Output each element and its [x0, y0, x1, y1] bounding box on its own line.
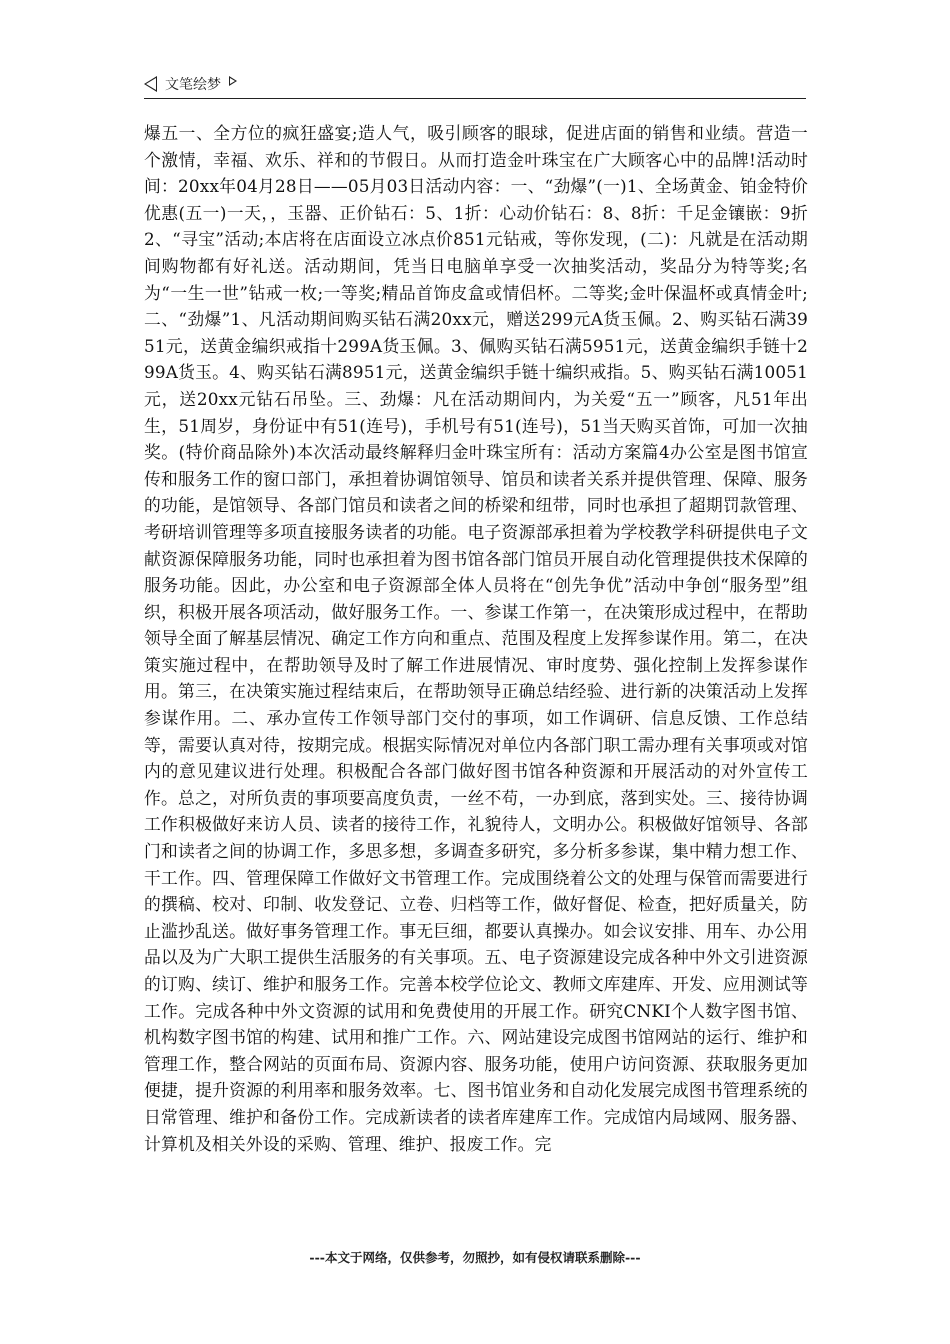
document-body	[144, 120, 808, 1157]
header-title: 文笔绘梦	[165, 77, 221, 93]
triangle-right-icon	[229, 76, 237, 86]
page-header	[144, 70, 806, 99]
body-paragraph: 爆五一、全方位的疯狂盛宴;造人气，吸引顾客的眼球，促进店面的销售和业绩。营造一个激情，幸福、欢乐、祥和的节假日。从而打造金叶珠宝在广大顾客心中的品牌!活动时间：20xx年04月28日——05月03日活动内容：一、“劲爆”(一)1、全场黄金、铂金特价优惠(五一)一天，，玉器、正价钻石：5、1折：心动价钻石：8、8折：千足金镶嵌：9折2、“寻宝”活动;本店将在店面设立冰点价851元钻戒，等你发现，(二)：凡就是在活动期间购物都有好礼送。活动期间，凭当日电脑单享受一次抽奖活动，奖品分为特等奖;名为“一生一世”钻戒一枚;一等奖;精品首饰皮盒或情侣杯。二等奖;金叶保温杯或真情金叶;二、“劲爆”1、凡活动期间购买钻石满20xx元，赠送299元A货玉佩。2、购买钻石满3951元，送黄金编织戒指十299A货玉佩。3、佩购买钻石满5951元，送黄金编织手链十299A货玉。4、购买钻石满8951元，送黄金编织手链十编织戒指。5、购买钻石满10051元，送20xx元钻石吊坠。三、劲爆：凡在活动期间内，为关爱“五一”顾客，凡51年出生，51周岁，身份证中有51(连号)，手机号有51(连号)，51当天购买首饰，可加一次抽奖。(特价商品除外)本次活动最终解释归金叶珠宝所有：活动方案篇4办公室是图书馆宣传和服务工作的窗口部门，承担着协调馆领导、馆员和读者关系并提供管理、保障、服务的功能，是馆领导、各部门馆员和读者之间的桥梁和纽带，同时也承担了超期罚款管理、考研培训管理等多项直接服务读者的功能。电子资源部承担着为学校教学科研提供电子文献资源保障服务功能，同时也承担着为图书馆各部门馆员开展自动化管理提供技术保障的服务功能。因此，办公室和电子资源部全体人员将在“创先争优”活动中争创“服务型”组织，积极开展各项活动，做好服务工作。一、参谋工作第一，在决策形成过程中，在帮助领导全面了解基层情况、确定工作方向和重点、范围及程度上发挥参谋作用。第二，在决策实施过程中，在帮助领导及时了解工作进展情况、审时度势、强化控制上发挥参谋作用。第三，在决策实施过程结束后，在帮助领导正确总结经验、进行新的决策活动上发挥参谋作用。二、承办宣传工作领导部门交付的事项，如工作调研、信息反馈、工作总结等，需要认真对待，按期完成。根据实际情况对单位内各部门职工需办理有关事项或对馆内的意见建议进行处理。积极配合各部门做好图书馆各种资源和开展活动的对外宣传工作。总之，对所负责的事项要高度负责，一丝不苟，一办到底，落到实处。三、接待协调工作积极做好来访人员、读者的接待工作，礼貌待人，文明办公。积极做好馆领导、各部门和读者之间的协调工作，多思多想，多调查多研究，多分析多参谋，集中精力想工作、干工作。四、管理保障工作做好文书管理工作。完成围绕着公文的处理与保管而需要进行的撰稿、校对、印制、收发登记、立卷、归档等工作，做好督促、检查，把好质量关，防止滥抄乱送。做好事务管理工作。事无巨细，都要认真操办。如会议安排、用车、办公用品以及为广大职工提供生活服务的有关事项。五、电子资源建设完成各种中外文引进资源的订购、续订、维护和服务工作。完善本校学位论文、教师文库建库、开发、应用测试等工作。完成各种中外文资源的试用和免费使用的开展工作。研究CNKI个人数字图书馆、机构数字图书馆的构建、试用和推广工作。六、网站建设完成图书馆网站的运行、维护和管理工作，整合网站的页面布局、资源内容、服务功能，使用户访问资源、获取服务更加便捷，提升资源的利用率和服务效率。七、图书馆业务和自动化发展完成图书管理系统的日常管理、维护和备份工作。完成新读者的读者库建库工作。完成馆内局域网、服务器、计算机及相关外设的采购、管理、维护、报废工作。完	[144, 123, 808, 1154]
triangle-left-icon	[144, 76, 157, 92]
footer-notice: ---本文于网络，仅供参考，勿照抄，如有侵权请联系删除---	[309, 1250, 641, 1265]
